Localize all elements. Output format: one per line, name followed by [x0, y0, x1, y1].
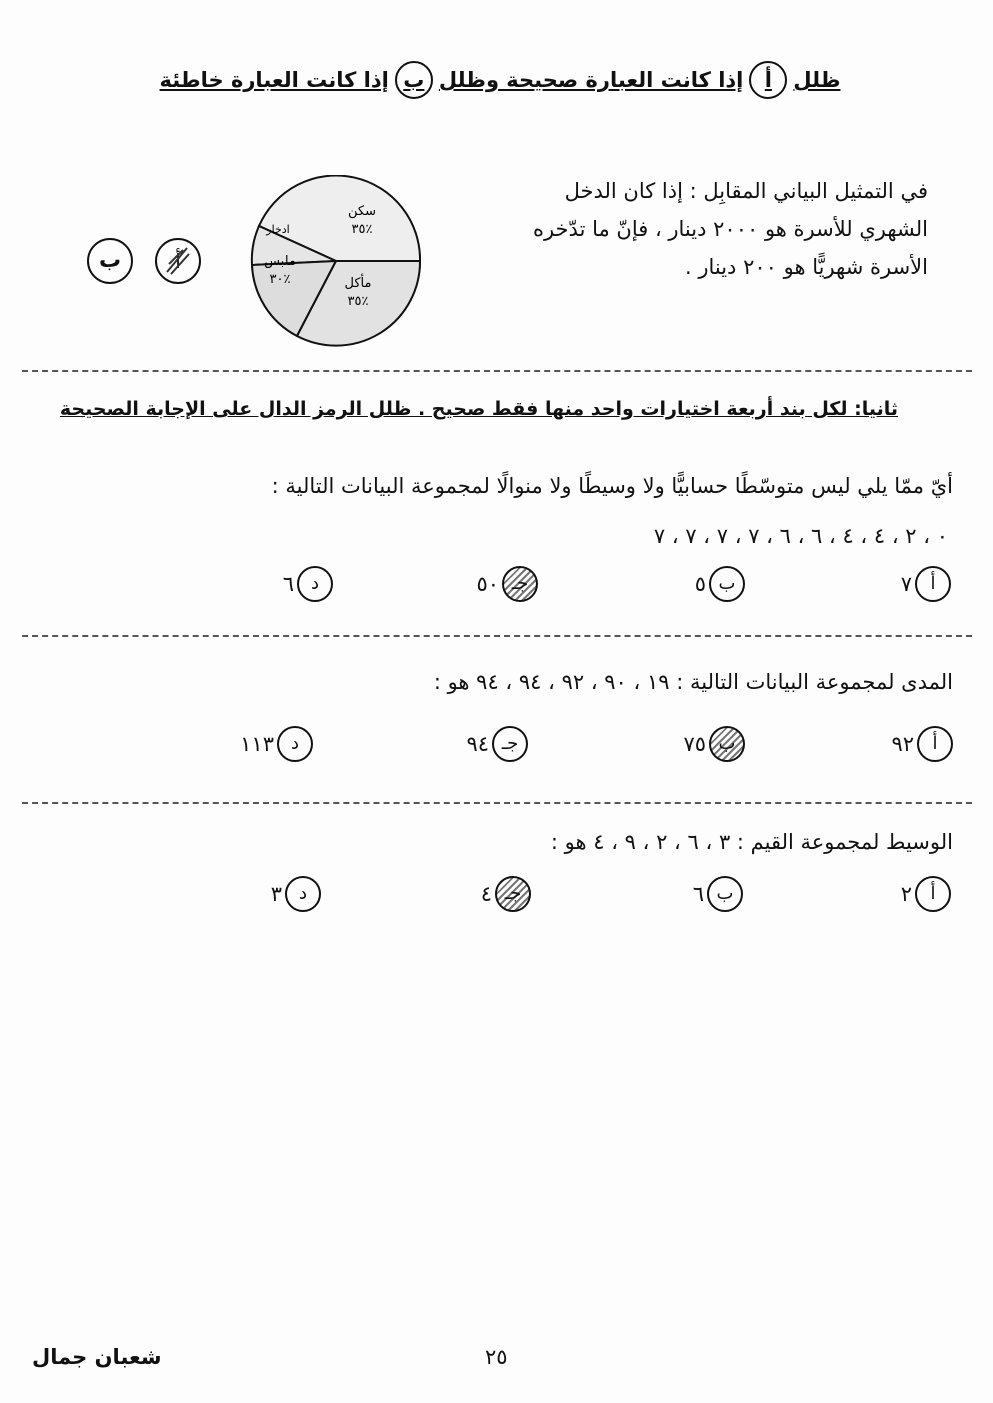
header-circle-b: ب	[395, 61, 433, 99]
page-number: ٢٥	[485, 1345, 508, 1369]
q2-option-d[interactable]	[283, 566, 333, 602]
q1-statement	[488, 172, 928, 286]
q3-option-d[interactable]	[240, 726, 313, 762]
q1-line-1: في التمثيل البياني المقابِل : إذا كان الدخل	[564, 179, 928, 203]
q2-option-c[interactable]	[476, 566, 538, 602]
q3-option-a[interactable]	[891, 726, 953, 762]
pie-chart	[250, 175, 422, 347]
option-letter-circle: د	[277, 726, 313, 762]
option-letter-circle: أ	[915, 876, 951, 912]
q4-option-a[interactable]	[901, 876, 951, 912]
header-text-3: إذا كانت العبارة خاطئة	[159, 68, 389, 92]
pie-label-savings: ادخار	[266, 223, 290, 236]
option-letter-circle-shaded: ب	[709, 726, 745, 762]
option-letter-circle: أ	[915, 566, 951, 602]
tf-choice-a-letter: أ	[175, 249, 181, 273]
separator	[22, 802, 972, 804]
q2-option-b[interactable]	[695, 566, 745, 602]
option-value: ٧٥	[683, 732, 706, 756]
pie-label-food: مأكل	[344, 276, 372, 291]
option-value: ٥٠	[476, 572, 499, 596]
option-letter-circle: جـ	[492, 726, 528, 762]
separator	[22, 635, 972, 637]
q1-line-3: الأسرة شهريًّا هو ٢٠٠ دينار .	[684, 255, 928, 279]
author-name: شعبان جمال	[32, 1345, 162, 1369]
pie-label-clothing: ملبس	[264, 254, 296, 269]
q1-line-2: الشهري للأسرة هو ٢٠٠٠ دينار ، فإنّ ما تدّخره	[532, 217, 928, 241]
option-letter-circle: أ	[917, 726, 953, 762]
option-value: ٥	[694, 572, 706, 596]
tf-choice-a[interactable]	[155, 238, 201, 284]
q3-text: المدى لمجموعة البيانات التالية : ١٩ ، ٩٠ ، ٩٢ ، ٩٤ ، ٩٤ هو :	[433, 670, 953, 694]
instruction-header	[100, 60, 900, 100]
option-value: ٩٤	[466, 732, 489, 756]
q4-option-c[interactable]	[481, 876, 531, 912]
q2-option-a[interactable]	[901, 566, 951, 602]
pie-value-housing: ٣٥٪	[351, 222, 373, 237]
q2-text: أيّ ممّا يلي ليس متوسّطًا حسابيًّا ولا وسيطًا ولا منوالًا لمجموعة البيانات التالية :	[271, 474, 953, 498]
option-value: ٢	[900, 882, 912, 906]
option-value: ٦	[282, 572, 294, 596]
option-value: ٤	[480, 882, 492, 906]
pie-value-clothing: ٣٠٪	[269, 272, 291, 287]
q4-option-d[interactable]	[271, 876, 321, 912]
option-letter-circle: د	[285, 876, 321, 912]
separator	[22, 370, 972, 372]
q3-option-b[interactable]	[683, 726, 745, 762]
q4-text: الوسيط لمجموعة القيم : ٣ ، ٦ ، ٢ ، ٩ ، ٤ هو :	[550, 830, 953, 854]
option-letter-circle-shaded: جـ	[495, 876, 531, 912]
option-letter-circle: ب	[709, 566, 745, 602]
q3-option-c[interactable]	[466, 726, 528, 762]
option-letter-circle: د	[297, 566, 333, 602]
tf-choice-b[interactable]: ب	[87, 238, 133, 284]
q4-option-b[interactable]	[693, 876, 743, 912]
option-value: ٩٢	[891, 732, 914, 756]
option-value: ٧	[900, 572, 912, 596]
pie-value-food: ٣٥٪	[347, 294, 369, 309]
header-text-2: إذا كانت العبارة صحيحة وظلل	[438, 68, 744, 92]
section2-title: ثانيا: لكل بند أربعة اختيارات واحد منها فقط صحيح . ظلل الرمز الدال على الإجابة الصحيحة	[59, 398, 898, 420]
option-letter-circle-shaded: جـ	[502, 566, 538, 602]
header-circle-a: أ	[749, 61, 787, 99]
option-value: ٦	[692, 882, 704, 906]
option-letter-circle: ب	[707, 876, 743, 912]
header-text-1: ظلل	[793, 68, 841, 92]
option-value: ٣	[270, 882, 282, 906]
pie-label-housing: سكن	[348, 204, 376, 219]
option-value: ١١٣	[240, 732, 274, 756]
q2-data-line: ٠ ، ٢ ، ٤ ، ٤ ، ٦ ، ٦ ، ٧ ، ٧ ، ٧ ، ٧	[653, 524, 948, 548]
